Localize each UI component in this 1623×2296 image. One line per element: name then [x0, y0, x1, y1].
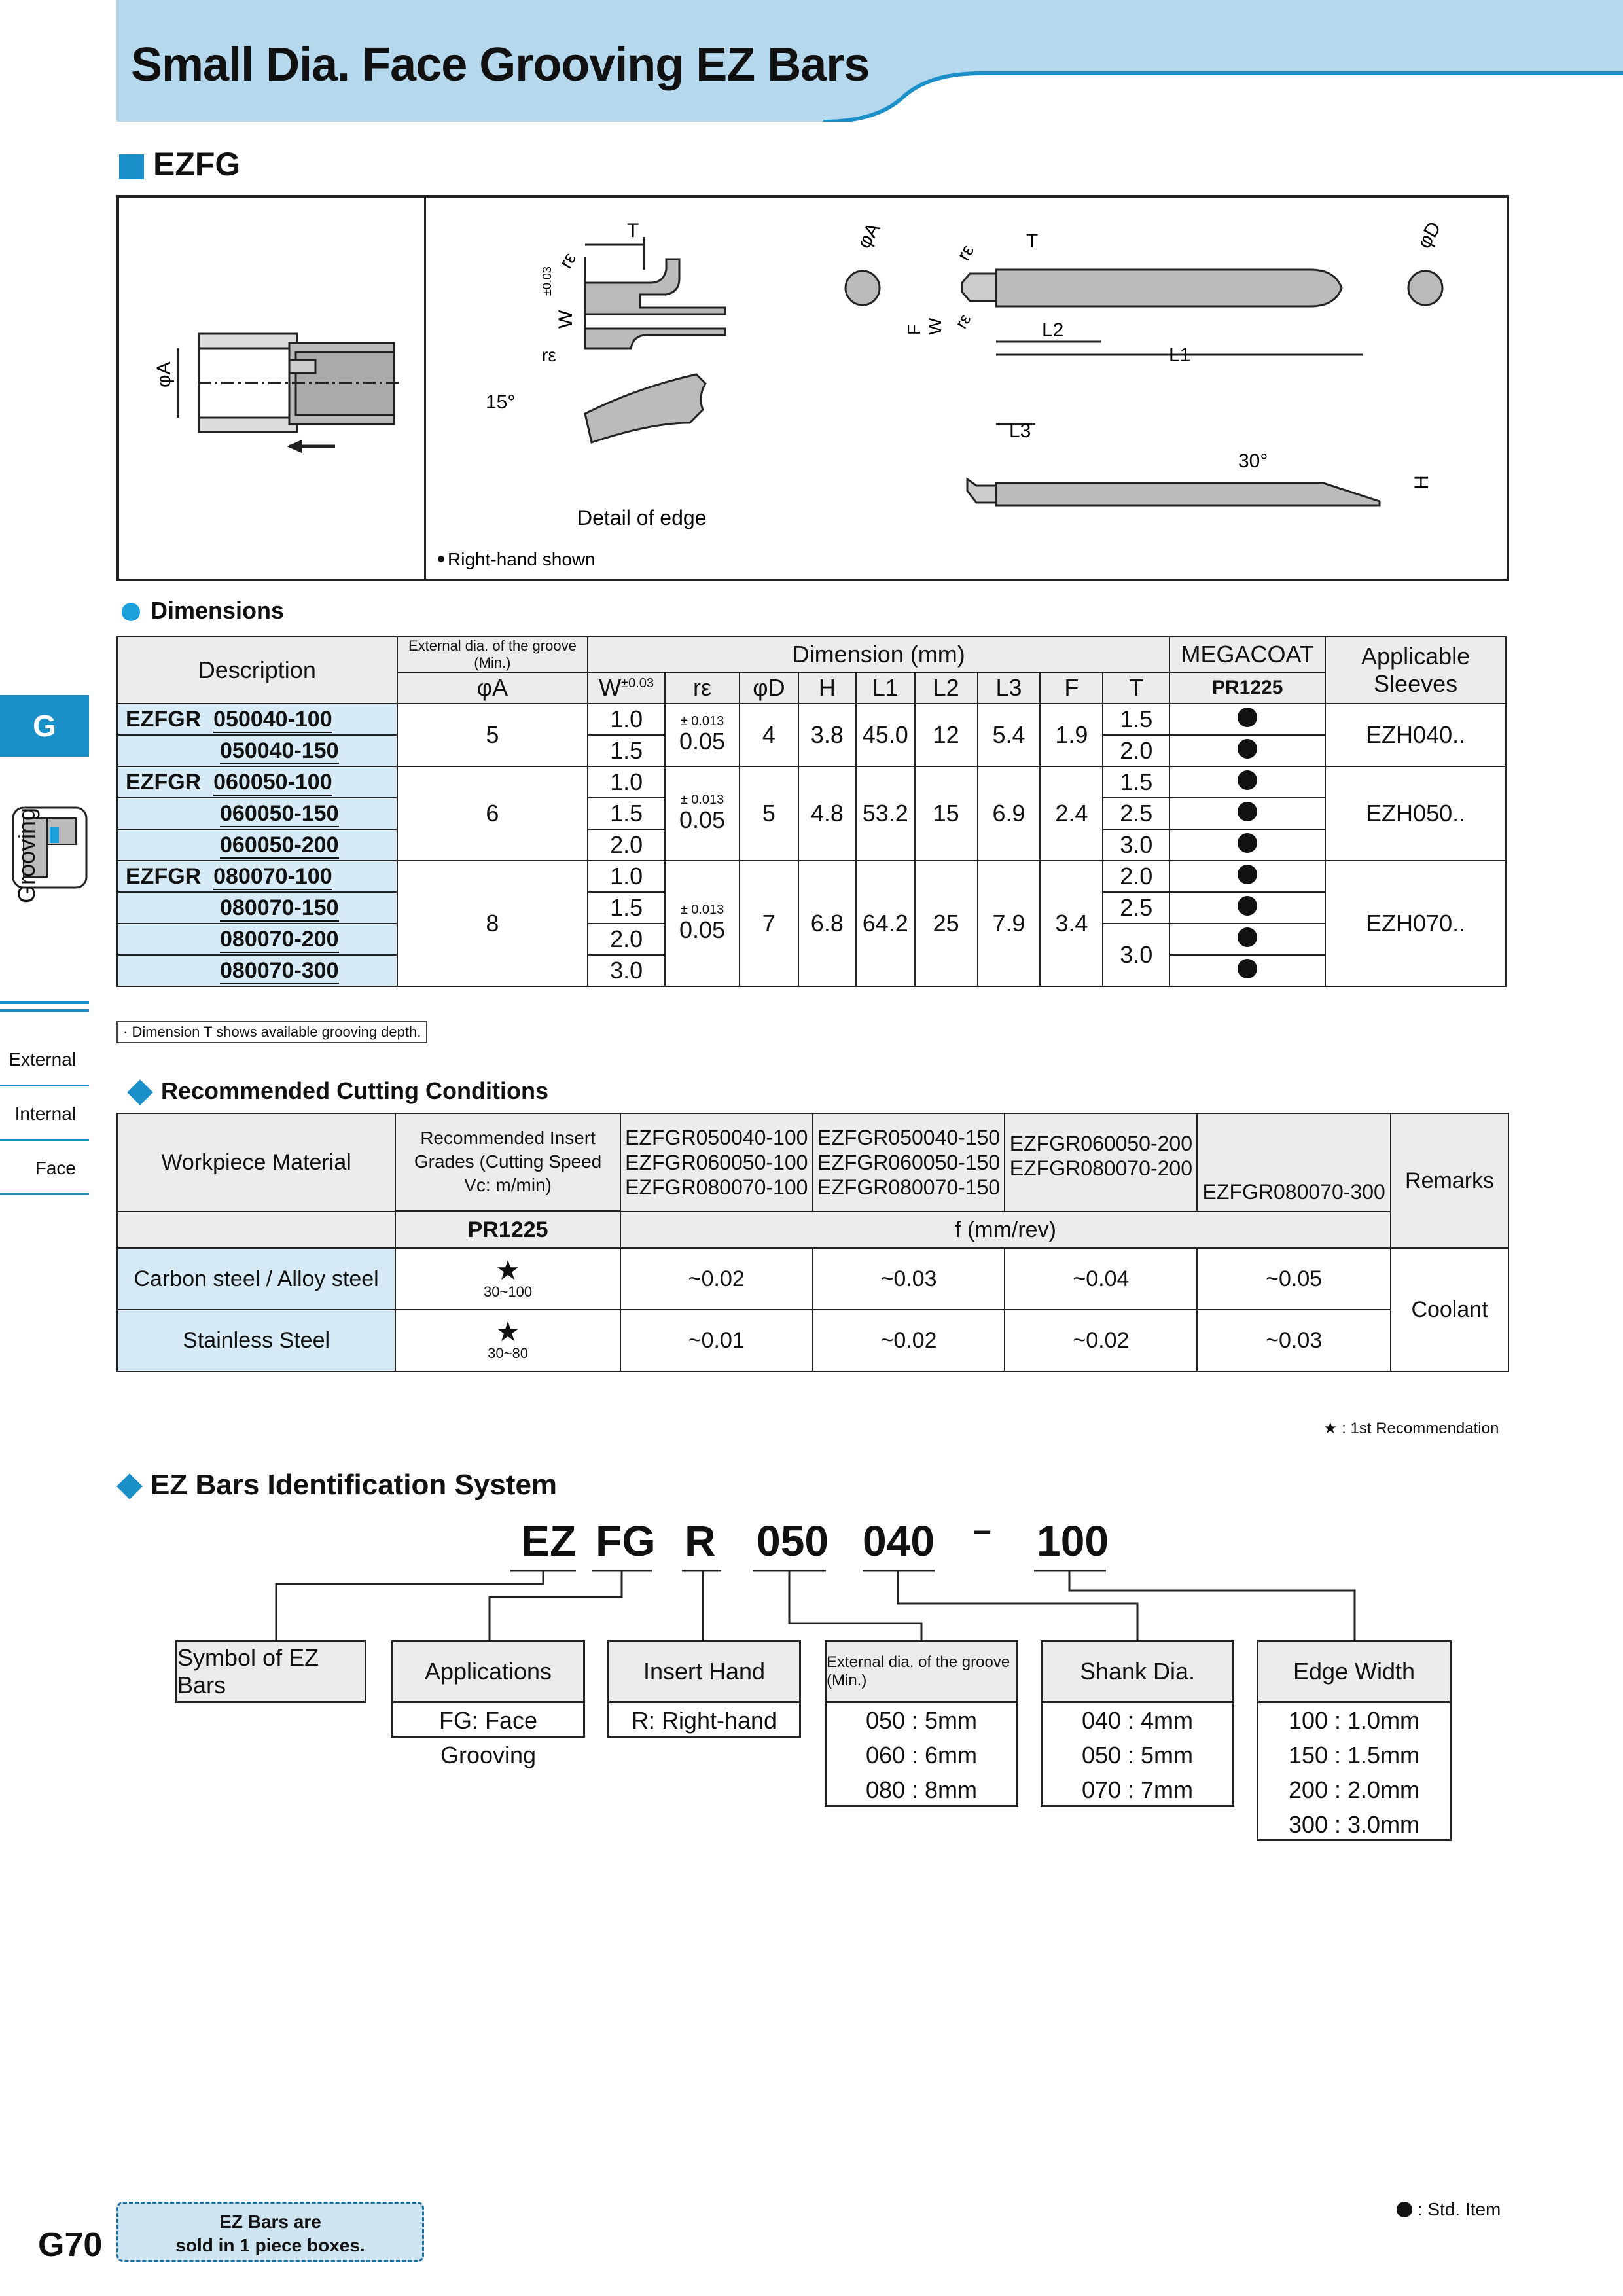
bullet-icon	[438, 556, 444, 562]
id-sub-shank	[1041, 1701, 1234, 1807]
cell-phiA: 6	[397, 766, 588, 861]
row-code	[117, 798, 397, 829]
std-item-dot-icon	[1238, 927, 1257, 947]
grade-label: PR1225	[467, 1217, 548, 1242]
cell-H: 6.8	[798, 861, 856, 986]
std-item-dot-icon	[1238, 770, 1257, 790]
footer-note-line: sold in 1 piece boxes.	[175, 2235, 365, 2255]
label-H: H	[1411, 475, 1433, 490]
section-identification	[118, 1469, 557, 1501]
col-W-label: W	[599, 674, 622, 701]
cell-re-tol: ± 0.013	[680, 793, 724, 807]
col-insert-2	[813, 1113, 1005, 1211]
col-feed: f (mm/rev)	[620, 1211, 1391, 1248]
row-code-text: 060050-100	[213, 769, 332, 795]
cell-stock	[1169, 861, 1325, 892]
cell-re-val: 0.05	[679, 916, 726, 943]
cross-section-drawing	[178, 334, 401, 452]
row-code	[117, 955, 397, 986]
cutting-table	[116, 1113, 1509, 1372]
cell-H: 3.8	[798, 704, 856, 766]
table-row	[117, 861, 1506, 892]
cell-stock	[1169, 829, 1325, 861]
cell-T: 3.0	[1103, 924, 1169, 986]
row-code-text: 050040-100	[213, 706, 332, 732]
insert-code: EZFGR060050-200	[1009, 1132, 1193, 1155]
cell-T: 1.5	[1103, 704, 1169, 735]
label-right-hand-shown: Right-hand shown	[448, 549, 596, 569]
row-code-text: 080070-150	[220, 895, 339, 920]
footer-note-box	[116, 2202, 424, 2262]
std-item-dot-icon	[1397, 2202, 1412, 2217]
star-note: ★ : 1st Recommendation	[1323, 1420, 1499, 1437]
cell-feed: ~0.03	[813, 1248, 1005, 1310]
cell-L3: 7.9	[978, 861, 1041, 986]
id-item: 150 : 1.5mm	[1288, 1742, 1420, 1768]
std-item-dot-icon	[1238, 833, 1257, 853]
cell-W: 1.5	[588, 892, 665, 924]
id-code-ez: EZ	[521, 1516, 577, 1565]
std-item-dot-icon	[1238, 708, 1257, 727]
row-code	[117, 735, 397, 766]
label-L2: L2	[1042, 319, 1064, 341]
col-phiA: φA	[397, 672, 588, 704]
col-ext-dia: External dia. of the groove (Min.)	[397, 637, 588, 672]
cell-feed: ~0.02	[1005, 1310, 1197, 1371]
std-item-label: : Std. Item	[1417, 2199, 1501, 2219]
cell-re	[665, 704, 740, 766]
dimensions-table	[116, 636, 1507, 987]
cell-T: 2.0	[1103, 735, 1169, 766]
label-phiA-left: φA	[153, 361, 175, 387]
std-item-dot-icon	[1238, 896, 1257, 916]
id-item: 200 : 2.0mm	[1288, 1776, 1420, 1803]
cell-stock	[1169, 704, 1325, 735]
row-code-text: 060050-150	[220, 800, 339, 826]
row-code	[117, 704, 397, 735]
std-item-dot-icon	[1238, 865, 1257, 884]
id-code-fg: FG	[596, 1516, 656, 1565]
id-box-ext-dia: External dia. of the groove (Min.)	[825, 1640, 1018, 1703]
cell-L3: 6.9	[978, 766, 1041, 861]
section-identification-label: EZ Bars Identification System	[151, 1469, 558, 1501]
cell-W: 3.0	[588, 955, 665, 986]
cell-remark: Coolant	[1391, 1248, 1508, 1371]
cell-T: 2.5	[1103, 798, 1169, 829]
cell-speed-value: 30~100	[484, 1283, 533, 1300]
row-prefix: EZFGR	[126, 706, 202, 732]
row-code-text: 060050-200	[220, 832, 339, 857]
cell-material: Carbon steel / Alloy steel	[117, 1248, 395, 1310]
row-code-text: 080070-200	[220, 926, 339, 952]
cell-F: 2.4	[1040, 766, 1103, 861]
label-F: F	[904, 323, 924, 335]
sidebar-tab-g[interactable]: G	[0, 695, 89, 757]
cell-feed: ~0.02	[620, 1248, 813, 1310]
insert-code: EZFGR050040-150	[817, 1126, 1001, 1149]
col-W	[588, 672, 665, 704]
col-rec-grades: Recommended Insert Grades (Cutting Speed Vc: m/min)	[395, 1113, 620, 1210]
section-dimensions-label: Dimensions	[151, 597, 285, 624]
cell-speed-value: 30~80	[488, 1345, 528, 1361]
section-ezfg-label: EZFG	[153, 146, 241, 183]
sidebar-divider	[0, 1009, 89, 1012]
page-title: Small Dia. Face Grooving EZ Bars	[131, 39, 870, 91]
cell-re-val: 0.05	[679, 728, 726, 755]
cell-re-tol: ± 0.013	[680, 903, 724, 917]
sidebar-label-grooving: Grooving	[13, 807, 40, 903]
label-T-top: T	[1026, 230, 1039, 252]
cell-sleeve: EZH040..	[1325, 704, 1506, 766]
col-dimension: Dimension (mm)	[588, 637, 1169, 672]
cell-phiA: 5	[397, 704, 588, 766]
cell-feed: ~0.01	[620, 1310, 813, 1371]
cell-phiD: 7	[740, 861, 798, 986]
cell-re	[665, 861, 740, 986]
id-box-shank: Shank Dia.	[1041, 1640, 1234, 1703]
cell-re-tol: ± 0.013	[680, 714, 724, 728]
label-phiD: φD	[1413, 218, 1446, 253]
section-cutting	[128, 1077, 548, 1105]
col-insert-1	[620, 1113, 813, 1211]
std-item-dot-icon	[1238, 959, 1257, 978]
id-box-edge-width: Edge Width	[1257, 1640, 1452, 1703]
row-prefix: EZFGR	[126, 863, 202, 889]
sidebar-item-internal[interactable]: Internal	[0, 1088, 89, 1141]
id-item: 100 : 1.0mm	[1288, 1707, 1420, 1734]
id-box-symbol: Symbol of EZ Bars	[175, 1640, 366, 1703]
col-sleeves: Applicable Sleeves	[1325, 637, 1506, 704]
table-row	[117, 766, 1506, 798]
label-T-detail: T	[627, 220, 639, 242]
std-item-legend	[1397, 2199, 1501, 2220]
col-insert-4	[1197, 1113, 1391, 1211]
cell-L2: 12	[915, 704, 978, 766]
label-re-bottom: rε	[542, 345, 556, 365]
insert-code: EZFGR080070-300	[1202, 1180, 1385, 1204]
col-re: rε	[665, 672, 740, 704]
sidebar-item-external[interactable]: External	[0, 1034, 89, 1086]
cell-sleeve: EZH070..	[1325, 861, 1506, 986]
label-W-detail: W	[555, 310, 577, 329]
id-item: 080 : 8mm	[865, 1776, 978, 1803]
id-item: 050 : 5mm	[1081, 1742, 1194, 1768]
cell-re-val: 0.05	[679, 806, 726, 833]
square-bullet-icon	[119, 154, 144, 179]
id-code-050: 050	[757, 1516, 829, 1565]
id-item: 040 : 4mm	[1081, 1707, 1194, 1734]
id-item: 060 : 6mm	[865, 1742, 978, 1768]
diamond-bullet-icon	[127, 1080, 153, 1106]
col-grade	[395, 1211, 620, 1248]
cell-stock	[1169, 924, 1325, 955]
insert-code: EZFGR080070-100	[625, 1175, 808, 1199]
id-item: 050 : 5mm	[865, 1707, 978, 1734]
col-workpiece: Workpiece Material	[117, 1113, 395, 1211]
std-item-dot-icon	[1238, 802, 1257, 821]
label-phiA-right: φA	[853, 219, 885, 253]
footer-note-line: EZ Bars are	[219, 2212, 321, 2232]
circle-bullet-icon	[122, 603, 140, 621]
col-grade: PR1225	[1169, 672, 1325, 704]
cell-feed: ~0.02	[813, 1310, 1005, 1371]
cell-stock	[1169, 766, 1325, 798]
id-sub-applications	[391, 1701, 585, 1768]
std-item-dot-icon	[1238, 739, 1257, 759]
col-H: H	[798, 672, 856, 704]
insert-code: EZFGR060050-100	[625, 1151, 808, 1174]
dimension-note: · Dimension T shows available grooving depth.	[116, 1021, 427, 1043]
cell-feed: ~0.03	[1197, 1310, 1391, 1371]
cell-W: 1.0	[588, 861, 665, 892]
cell-T: 1.5	[1103, 766, 1169, 798]
sidebar-item-face[interactable]: Face	[0, 1143, 89, 1195]
insert-code: EZFGR080070-150	[817, 1175, 1001, 1199]
cell-F: 1.9	[1040, 704, 1103, 766]
sidebar-divider	[0, 1001, 89, 1004]
col-description: Description	[117, 637, 397, 704]
cell-stock	[1169, 892, 1325, 924]
cell-L1: 53.2	[856, 766, 915, 861]
diamond-bullet-icon	[116, 1474, 143, 1500]
row-code-text: 080070-300	[220, 958, 339, 983]
col-remarks: Remarks	[1391, 1113, 1508, 1248]
section-ezfg	[119, 145, 240, 183]
id-connector-lines	[0, 1564, 1623, 1643]
cell-L1: 64.2	[856, 861, 915, 986]
page-number: G70	[38, 2226, 103, 2264]
id-box-insert-hand: Insert Hand	[607, 1640, 801, 1703]
label-re-top: rε	[555, 249, 580, 272]
row-prefix: EZFGR	[126, 769, 202, 795]
cell-sleeve: EZH050..	[1325, 766, 1506, 861]
cell-W: 2.0	[588, 829, 665, 861]
cell-feed: ~0.04	[1005, 1248, 1197, 1310]
row-code	[117, 766, 397, 798]
id-item: 070 : 7mm	[1081, 1776, 1194, 1803]
id-sub-ext-dia	[825, 1701, 1018, 1807]
id-code-dash: −	[972, 1514, 992, 1551]
label-15deg: 15°	[486, 391, 516, 413]
label-L3: L3	[1009, 420, 1031, 442]
col-W-tol: ±0.03	[621, 676, 654, 691]
label-detail-of-edge: Detail of edge	[577, 506, 707, 529]
label-W-tol: ±0.03	[541, 266, 554, 296]
cell-T: 3.0	[1103, 829, 1169, 861]
row-code-text: 080070-100	[213, 863, 332, 889]
cell-speed	[395, 1248, 620, 1310]
row-code-text: 050040-150	[220, 738, 339, 763]
technical-drawing	[119, 198, 1507, 579]
cell-phiA: 8	[397, 861, 588, 986]
table-row	[117, 1248, 1508, 1310]
col-phiD: φD	[740, 672, 798, 704]
cell-phiD: 5	[740, 766, 798, 861]
id-item: R: Right-hand	[631, 1707, 777, 1734]
cell-W: 1.5	[588, 735, 665, 766]
id-item: 300 : 3.0mm	[1288, 1811, 1420, 1838]
cell-L2: 25	[915, 861, 978, 986]
col-T: T	[1103, 672, 1169, 704]
table-row	[117, 1310, 1508, 1371]
col-insert-3	[1005, 1113, 1197, 1211]
id-sub-edge-width	[1257, 1701, 1452, 1841]
star-icon: ★	[495, 1316, 520, 1347]
insert-code: EZFGR080070-200	[1009, 1157, 1193, 1180]
cell-L2: 15	[915, 766, 978, 861]
insert-code: EZFGR060050-150	[817, 1151, 1001, 1174]
cell-feed: ~0.05	[1197, 1248, 1391, 1310]
cell-stock	[1169, 955, 1325, 986]
section-cutting-label: Recommended Cutting Conditions	[161, 1077, 548, 1104]
cell-material: Stainless Steel	[117, 1310, 395, 1371]
row-code	[117, 892, 397, 924]
cell-F: 3.4	[1040, 861, 1103, 986]
insert-code: EZFGR050040-100	[625, 1126, 808, 1149]
cell-phiD: 4	[740, 704, 798, 766]
col-L2: L2	[915, 672, 978, 704]
cell-T: 2.5	[1103, 892, 1169, 924]
id-item: FG: Face Grooving	[438, 1707, 538, 1768]
row-code	[117, 829, 397, 861]
col-workpiece-spacer	[117, 1211, 395, 1248]
id-code-040: 040	[863, 1516, 935, 1565]
cell-L3: 5.4	[978, 704, 1041, 766]
label-L1: L1	[1169, 344, 1191, 366]
bar-top-view	[846, 270, 1442, 355]
section-dimensions	[122, 597, 284, 624]
edge-detail-drawing	[585, 237, 725, 442]
table-row	[117, 704, 1506, 735]
label-30deg: 30°	[1238, 450, 1268, 472]
cell-stock	[1169, 798, 1325, 829]
id-code-r: R	[685, 1516, 716, 1565]
cell-W: 1.0	[588, 704, 665, 735]
label-re-top-view: rε	[953, 241, 978, 264]
col-L3: L3	[978, 672, 1041, 704]
label-W-top: W	[925, 317, 945, 335]
id-code-100: 100	[1037, 1516, 1109, 1565]
row-code	[117, 924, 397, 955]
cell-re	[665, 766, 740, 861]
col-F: F	[1040, 672, 1103, 704]
cell-T: 2.0	[1103, 861, 1169, 892]
cell-W: 1.0	[588, 766, 665, 798]
id-box-applications: Applications	[391, 1640, 585, 1703]
cell-speed	[395, 1310, 620, 1371]
row-code	[117, 861, 397, 892]
cell-W: 2.0	[588, 924, 665, 955]
label-re-top-view-2: rε	[951, 310, 975, 332]
col-megacoat: MEGACOAT	[1169, 637, 1325, 672]
cell-W: 1.5	[588, 798, 665, 829]
cell-H: 4.8	[798, 766, 856, 861]
star-icon: ★	[495, 1255, 520, 1285]
id-sub-insert-hand	[607, 1701, 801, 1738]
cell-stock	[1169, 735, 1325, 766]
cell-L1: 45.0	[856, 704, 915, 766]
col-L1: L1	[856, 672, 915, 704]
